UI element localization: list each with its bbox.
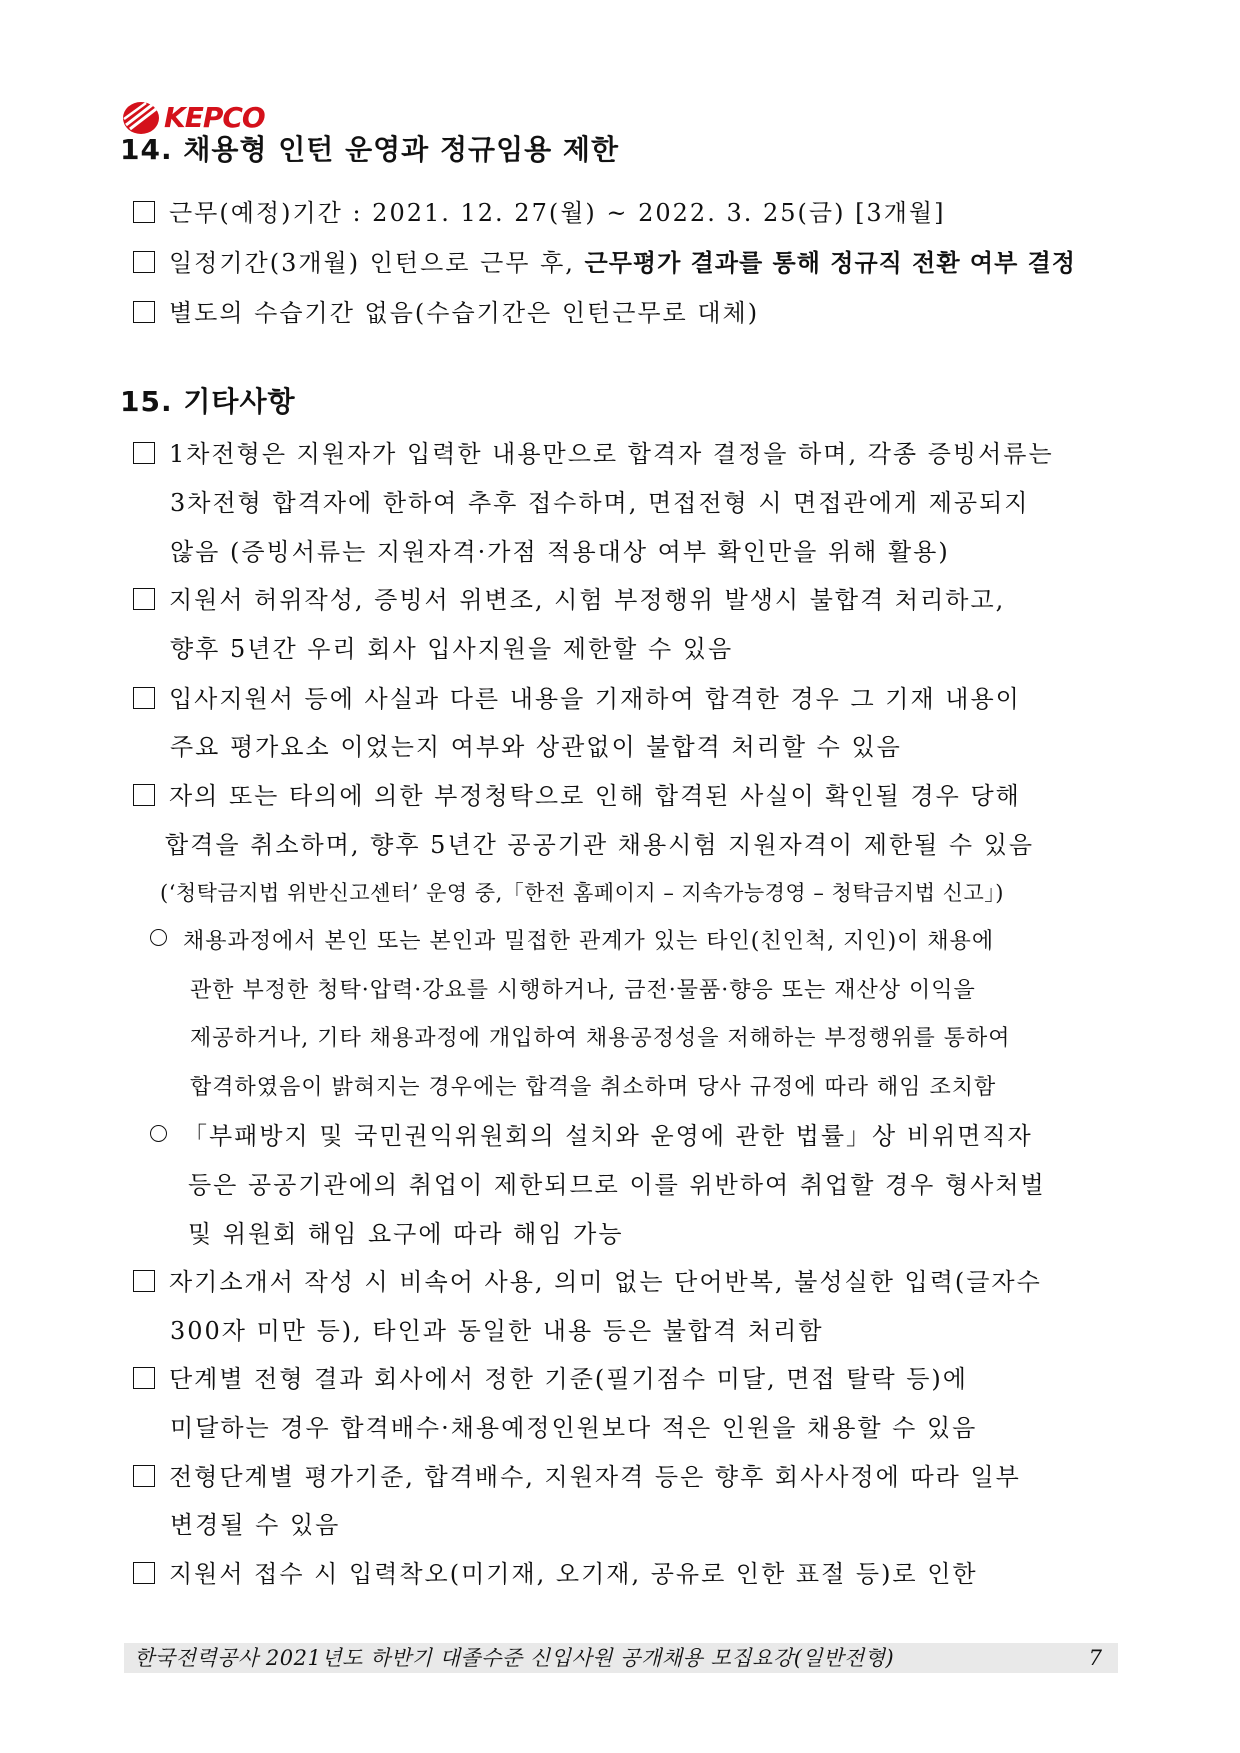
section-14-heading: 14. 채용형 인턴 운영과 정규임용 제한 [120, 133, 620, 166]
list-item: 자의 또는 타의에 의한 부정청탁으로 인해 합격된 사실이 확인될 경우 당해 [133, 779, 1021, 813]
list-item-continuation: 주요 평가요소 이었는지 여부와 상관없이 불합격 처리할 수 있음 [170, 733, 902, 761]
footer-title: 한국전력공사 2021년도 하반기 대졸수준 신입사원 공개채용 모집요강(일반전형) [134, 1646, 895, 1670]
checkbox-square-icon [133, 301, 155, 323]
checkbox-square-icon [133, 251, 155, 273]
sub-list-item-continuation: 및 위원회 해임 요구에 따라 해임 가능 [188, 1220, 624, 1248]
list-item: 자기소개서 작성 시 비속어 사용, 의미 없는 단어반복, 불성실한 입력(글자수 [133, 1265, 1042, 1299]
logo-text: KEPCO [164, 101, 265, 134]
checkbox-square-icon [133, 1367, 155, 1389]
checkbox-square-icon [133, 1465, 155, 1487]
checkbox-square-icon [133, 442, 155, 464]
checkbox-square-icon [133, 1562, 155, 1584]
list-item-continuation: 변경될 수 있음 [170, 1511, 341, 1539]
circle-bullet-icon [150, 929, 167, 946]
list-item-continuation: 합격을 취소하며, 향후 5년간 공공기관 채용시험 지원자격이 제한될 수 있음 [165, 831, 1035, 859]
sub-list-item: 「부패방지 및 국민권익위원회의 설치와 운영에 관한 법률」상 비위면직자 [150, 1119, 1033, 1153]
sub-list-item-continuation: 등은 공공기관에의 취업이 제한되므로 이를 위반하여 취업할 경우 형사처벌 [188, 1171, 1046, 1199]
page-number: 7 [1088, 1646, 1102, 1670]
checkbox-square-icon [133, 784, 155, 806]
list-item-continuation: (‘청탁금지법 위반신고센터’ 운영 중,「한전 홈페이지 – 지속가능경영 – 청탁금지법 신고」) [160, 881, 1004, 905]
list-item-continuation: 않음 (증빙서류는 지원자격·가점 적용대상 여부 확인만을 위해 활용) [170, 538, 950, 566]
list-item: 일정기간(3개월) 인턴으로 근무 후, 근무평가 결과를 통해 정규직 전환 여부 결정 [133, 246, 1076, 280]
list-item-continuation: 300자 미만 등), 타인과 동일한 내용 등은 불합격 처리함 [170, 1317, 824, 1345]
sub-list-item-continuation: 관한 부정한 청탁·압력·강요를 시행하거나, 금전·물품·향응 또는 재산상 이익을 [190, 978, 976, 1003]
list-item: 지원서 허위작성, 증빙서 위변조, 시험 부정행위 발생시 불합격 처리하고, [133, 583, 1005, 617]
sub-list-item-continuation: 합격하였음이 밝혀지는 경우에는 합격을 취소하며 당사 규정에 따라 해임 조치함 [190, 1075, 997, 1100]
list-item: 지원서 접수 시 입력착오(미기재, 오기재, 공유로 인한 표절 등)로 인한 [133, 1557, 978, 1591]
list-item-continuation: 향후 5년간 우리 회사 입사지원을 제한할 수 있음 [170, 635, 734, 663]
checkbox-square-icon [133, 687, 155, 709]
list-item: 입사지원서 등에 사실과 다른 내용을 기재하여 합격한 경우 그 기재 내용이 [133, 682, 1021, 716]
sub-list-item: 채용과정에서 본인 또는 본인과 밀접한 관계가 있는 타인(친인척, 지인)이 채용에 [150, 925, 994, 959]
list-item: 근무(예정)기간 : 2021. 12. 27(월) ~ 2022. 3. 25(금) [3개월] [133, 196, 945, 230]
circle-bullet-icon [150, 1125, 167, 1142]
checkbox-square-icon [133, 588, 155, 610]
page-footer [124, 1643, 1118, 1673]
sub-list-item-continuation: 제공하거나, 기타 채용과정에 개입하여 채용공정성을 저해하는 부정행위를 통하여 [190, 1026, 1011, 1051]
list-item: 별도의 수습기간 없음(수습기간은 인턴근무로 대체) [133, 296, 759, 330]
checkbox-square-icon [133, 201, 155, 223]
emphasis-text: 근무평가 결과를 통해 정규직 전환 여부 결정 [584, 249, 1076, 277]
list-item: 1차전형은 지원자가 입력한 내용만으로 합격자 결정을 하며, 각종 증빙서류는 [133, 437, 1054, 471]
list-item: 단계별 전형 결과 회사에서 정한 기준(필기점수 미달, 면접 탈락 등)에 [133, 1362, 968, 1396]
list-item-continuation: 미달하는 경우 합격배수·채용예정인원보다 적은 인원을 채용할 수 있음 [170, 1414, 978, 1442]
list-item: 전형단계별 평가기준, 합격배수, 지원자격 등은 향후 회사사정에 따라 일부 [133, 1460, 1021, 1494]
list-item-continuation: 3차전형 합격자에 한하여 추후 접수하며, 면접전형 시 면접관에게 제공되지 [170, 489, 1030, 517]
checkbox-square-icon [133, 1270, 155, 1292]
section-15-heading: 15. 기타사항 [120, 385, 296, 418]
